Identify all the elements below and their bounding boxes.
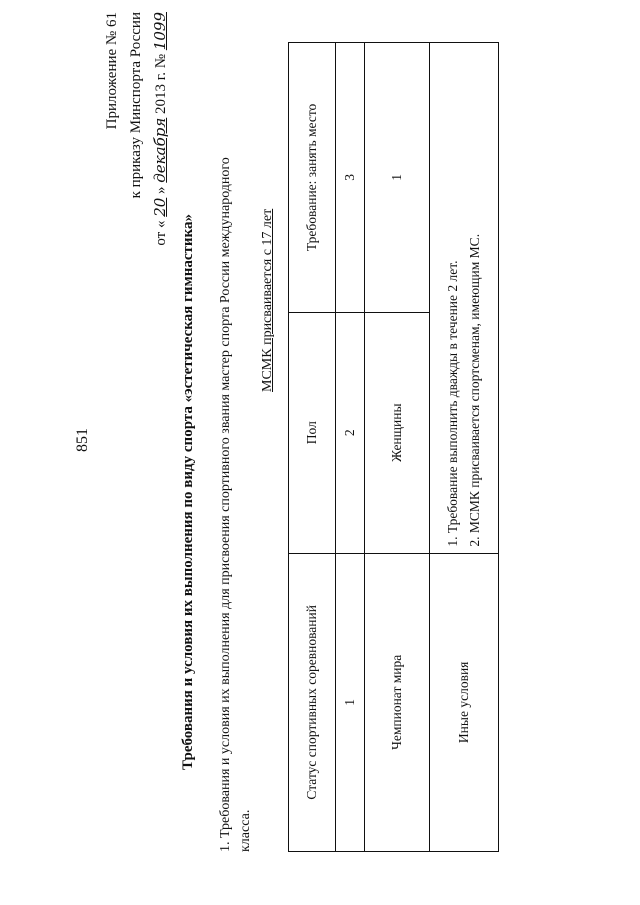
other-conditions-row — [430, 43, 499, 852]
column-number: 2 — [336, 312, 365, 553]
msmk-age-note: МСМК присваивается с 17 лет — [260, 208, 275, 392]
column-number: 3 — [336, 43, 365, 313]
condition-item: 1. Требование выполнить дважды в течение 2 лет. — [445, 260, 460, 547]
date-mid: » — [153, 186, 169, 194]
document-title: Требования и условия их выполнения по виду спорта «эстетическая гимнастика» — [180, 214, 196, 770]
date-year: 2013 г. № — [153, 53, 169, 114]
page-number: 851 — [74, 428, 91, 452]
document-page — [20, 12, 620, 882]
intro-paragraph: 1. Требования и условия их выполнения для присвоения спортивного звания мастер спорта России международного класса. — [218, 157, 253, 852]
appendix-header — [100, 12, 173, 302]
appendix-order-ref: к приказу Минспорта России — [128, 12, 144, 199]
date-prefix: от « — [153, 220, 169, 246]
event-status: Чемпионат мира — [365, 553, 430, 851]
date-day: 20 — [151, 197, 169, 217]
condition-item: 2. МСМК присваивается спортсменам, имеющим МС. — [467, 233, 482, 547]
table-header-row — [289, 43, 336, 852]
header-requirement: Требование: занять место — [289, 43, 336, 313]
other-conditions-text — [430, 43, 499, 554]
table-number-row — [336, 43, 365, 852]
column-number: 1 — [336, 553, 365, 851]
appendix-number: Приложение № 61 — [104, 12, 120, 130]
header-gender: Пол — [289, 312, 336, 553]
requirements-table — [288, 42, 499, 852]
event-place: 1 — [365, 43, 430, 313]
order-number: 1099 — [151, 12, 169, 51]
other-conditions-label: Иные условия — [430, 553, 499, 851]
date-month: декабря — [151, 117, 169, 183]
table-row — [365, 43, 430, 852]
event-gender: Женщины — [365, 312, 430, 553]
appendix-date-line — [148, 12, 173, 302]
header-status: Статус спортивных соревнований — [289, 553, 336, 851]
